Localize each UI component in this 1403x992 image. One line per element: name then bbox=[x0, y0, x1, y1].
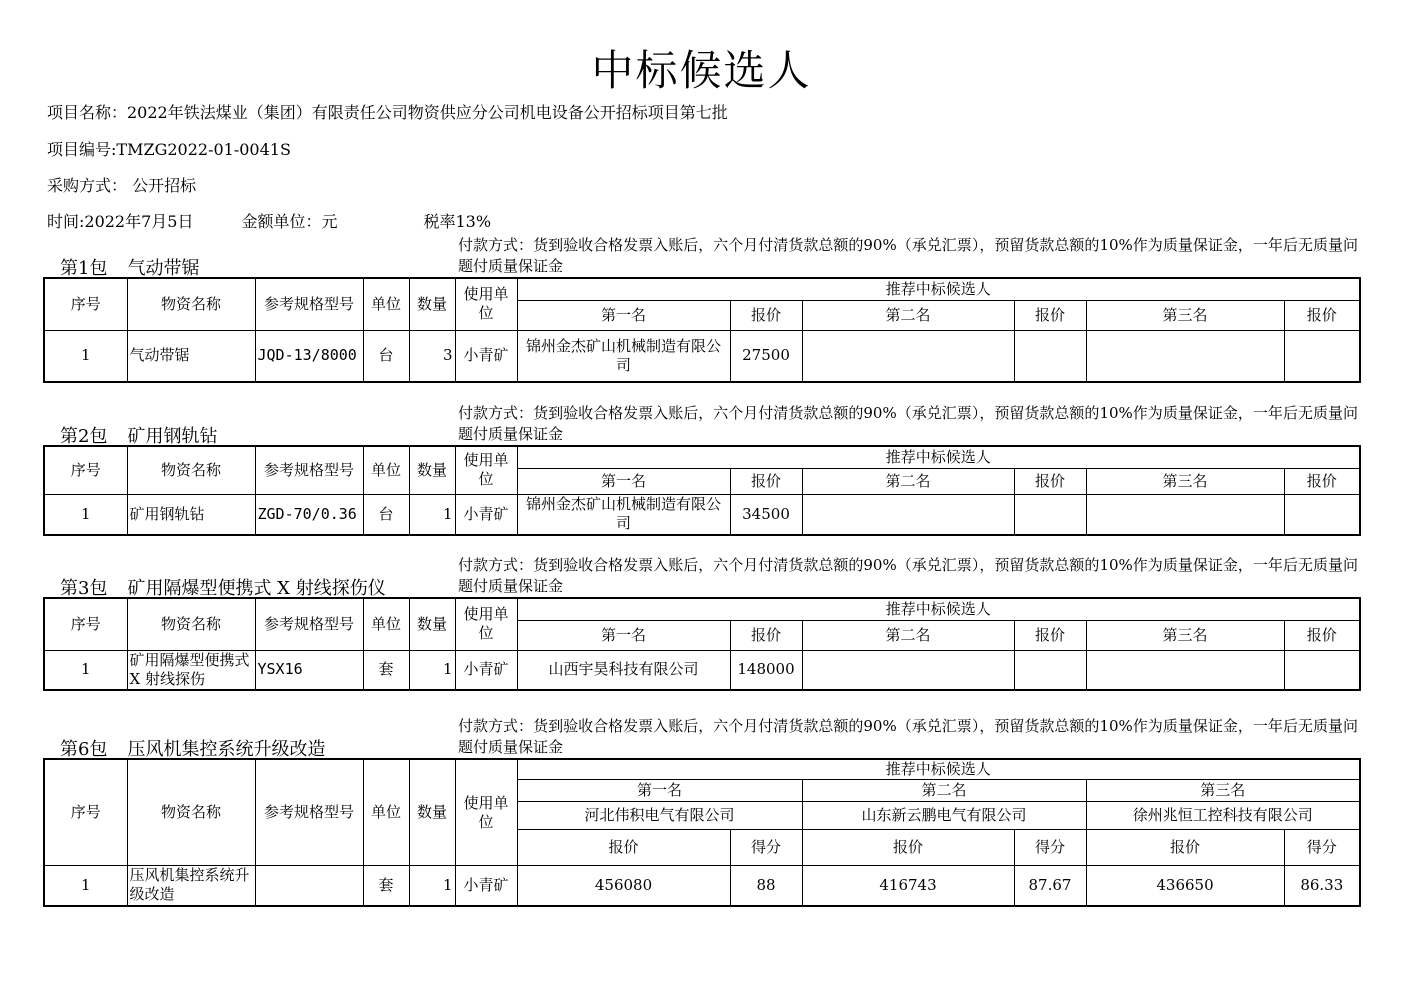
header-seq: 序号 bbox=[44, 598, 127, 650]
cell-price-3: 436650 bbox=[1086, 866, 1284, 906]
header-price: 报价 bbox=[1014, 468, 1086, 494]
cell-seq: 1 bbox=[44, 494, 127, 535]
header-unit: 单位 bbox=[363, 598, 409, 650]
header-first: 第一名 bbox=[517, 780, 802, 802]
header-price: 报价 bbox=[1014, 300, 1086, 330]
header-recommend: 推荐中标候选人 bbox=[517, 759, 1360, 780]
package-1-table bbox=[43, 277, 1361, 383]
procurement-method: 采购方式： 公开招标 bbox=[47, 176, 197, 195]
header-recommend: 推荐中标候选人 bbox=[517, 598, 1360, 620]
payment-terms: 付款方式：货到验收合格发票入账后，六个月付清货款总额的90%（承兑汇票），预留货款总额的10%作为质量保证金，一年后无质量问题付质量保证金 bbox=[458, 717, 1358, 756]
header-qty: 数量 bbox=[409, 278, 455, 330]
payment-terms: 付款方式：货到验收合格发票入账后，六个月付清货款总额的90%（承兑汇票），预留货款总额的10%作为质量保证金，一年后无质量问题付质量保证金 bbox=[458, 556, 1358, 595]
header-price: 报价 bbox=[802, 830, 1014, 866]
package-number: 第2包 bbox=[60, 426, 108, 447]
header-first: 第一名 bbox=[517, 468, 730, 494]
header-name: 物资名称 bbox=[127, 598, 255, 650]
package-3-table bbox=[43, 597, 1361, 691]
company-1: 河北伟积电气有限公司 bbox=[517, 802, 802, 830]
header-name: 物资名称 bbox=[127, 759, 255, 866]
table-row bbox=[44, 866, 1360, 906]
cell-unit: 台 bbox=[363, 494, 409, 535]
header-price: 报价 bbox=[517, 830, 730, 866]
cell-company-2 bbox=[802, 650, 1014, 690]
cell-price-3 bbox=[1284, 494, 1360, 535]
payment-terms: 付款方式：货到验收合格发票入账后，六个月付清货款总额的90%（承兑汇票），预留货款总额的10%作为质量保证金，一年后无质量问题付质量保证金 bbox=[458, 404, 1358, 443]
table-row bbox=[44, 650, 1360, 690]
header-seq: 序号 bbox=[44, 759, 127, 866]
cell-use: 小青矿 bbox=[455, 494, 517, 535]
cell-price-3 bbox=[1284, 330, 1360, 382]
cell-company-3 bbox=[1086, 330, 1284, 382]
tax-rate: 税率13% bbox=[423, 212, 492, 231]
header-use: 使用单位 bbox=[455, 598, 517, 650]
cell-unit: 套 bbox=[363, 650, 409, 690]
cell-use: 小青矿 bbox=[455, 330, 517, 382]
header-name: 物资名称 bbox=[127, 278, 255, 330]
header-third: 第三名 bbox=[1086, 620, 1284, 650]
cell-spec: JQD-13/8000 bbox=[255, 330, 363, 382]
cell-name: 矿用钢轨钻 bbox=[127, 494, 255, 535]
project-name: 项目名称：2022年铁法煤业（集团）有限责任公司物资供应分公司机电设备公开招标项目第七批 bbox=[47, 103, 728, 122]
project-number: 项目编号:TMZG2022-01-0041S bbox=[47, 140, 291, 159]
header-first: 第一名 bbox=[517, 300, 730, 330]
cell-spec: YSX16 bbox=[255, 650, 363, 690]
cell-company-3 bbox=[1086, 650, 1284, 690]
table-row bbox=[44, 330, 1360, 382]
header-recommend: 推荐中标候选人 bbox=[517, 446, 1360, 468]
header-price: 报价 bbox=[1284, 620, 1360, 650]
cell-spec bbox=[255, 866, 363, 906]
header-second: 第二名 bbox=[802, 468, 1014, 494]
header-price: 报价 bbox=[1014, 620, 1086, 650]
header-unit: 单位 bbox=[363, 278, 409, 330]
cell-company-2 bbox=[802, 330, 1014, 382]
header-recommend: 推荐中标候选人 bbox=[517, 278, 1360, 300]
package-number: 第3包 bbox=[60, 578, 108, 599]
cell-price-2 bbox=[1014, 650, 1086, 690]
cell-qty: 1 bbox=[409, 494, 455, 535]
cell-name: 矿用隔爆型便携式 X 射线探伤 bbox=[127, 650, 255, 690]
header-use: 使用单位 bbox=[455, 278, 517, 330]
cell-company-3 bbox=[1086, 494, 1284, 535]
header-spec: 参考规格型号 bbox=[255, 598, 363, 650]
cell-use: 小青矿 bbox=[455, 866, 517, 906]
company-3: 徐州兆恒工控科技有限公司 bbox=[1086, 802, 1360, 830]
cell-name: 压风机集控系统升级改造 bbox=[127, 866, 255, 906]
header-second: 第二名 bbox=[802, 620, 1014, 650]
cell-price-1: 456080 bbox=[517, 866, 730, 906]
header-score: 得分 bbox=[730, 830, 802, 866]
cell-seq: 1 bbox=[44, 650, 127, 690]
cell-company-2 bbox=[802, 494, 1014, 535]
header-price: 报价 bbox=[1086, 830, 1284, 866]
header-spec: 参考规格型号 bbox=[255, 759, 363, 866]
payment-terms: 付款方式：货到验收合格发票入账后，六个月付清货款总额的90%（承兑汇票），预留货款总额的10%作为质量保证金，一年后无质量问题付质量保证金 bbox=[458, 236, 1358, 275]
cell-unit: 套 bbox=[363, 866, 409, 906]
cell-price-2 bbox=[1014, 330, 1086, 382]
package-6-table bbox=[43, 758, 1361, 907]
cell-price-3 bbox=[1284, 650, 1360, 690]
company-2: 山东新云鹏电气有限公司 bbox=[802, 802, 1086, 830]
cell-score-2: 87.67 bbox=[1014, 866, 1086, 906]
header-price: 报价 bbox=[730, 300, 802, 330]
header-price: 报价 bbox=[1284, 300, 1360, 330]
package-title: 压风机集控系统升级改造 bbox=[127, 739, 326, 760]
header-third: 第三名 bbox=[1086, 300, 1284, 330]
cell-company-1: 山西宇昊科技有限公司 bbox=[517, 650, 730, 690]
cell-price-2 bbox=[1014, 494, 1086, 535]
cell-seq: 1 bbox=[44, 330, 127, 382]
header-score: 得分 bbox=[1284, 830, 1360, 866]
header-first: 第一名 bbox=[517, 620, 730, 650]
header-spec: 参考规格型号 bbox=[255, 278, 363, 330]
table-row bbox=[44, 494, 1360, 535]
cell-score-1: 88 bbox=[730, 866, 802, 906]
cell-seq: 1 bbox=[44, 866, 127, 906]
header-unit: 单位 bbox=[363, 759, 409, 866]
header-qty: 数量 bbox=[409, 598, 455, 650]
cell-company-1: 锦州金杰矿山机械制造有限公司 bbox=[517, 494, 730, 535]
cell-score-3: 86.33 bbox=[1284, 866, 1360, 906]
cell-spec: ZGD-70/0.36 bbox=[255, 494, 363, 535]
cell-price-1: 27500 bbox=[730, 330, 802, 382]
header-use: 使用单位 bbox=[455, 446, 517, 494]
header-qty: 数量 bbox=[409, 446, 455, 494]
header-third: 第三名 bbox=[1086, 780, 1360, 802]
header-use: 使用单位 bbox=[455, 759, 517, 866]
cell-price-1: 34500 bbox=[730, 494, 802, 535]
package-2-table bbox=[43, 445, 1361, 536]
header-qty: 数量 bbox=[409, 759, 455, 866]
header-spec: 参考规格型号 bbox=[255, 446, 363, 494]
cell-name: 气动带锯 bbox=[127, 330, 255, 382]
package-title: 矿用钢轨钻 bbox=[127, 426, 218, 447]
tender-date: 时间:2022年7月5日 bbox=[47, 212, 194, 231]
package-title: 气动带锯 bbox=[127, 258, 200, 279]
amount-unit: 金额单位：元 bbox=[241, 212, 338, 231]
cell-qty: 1 bbox=[409, 650, 455, 690]
header-second: 第二名 bbox=[802, 300, 1014, 330]
cell-unit: 台 bbox=[363, 330, 409, 382]
cell-qty: 1 bbox=[409, 866, 455, 906]
package-title: 矿用隔爆型便携式 X 射线探伤仪 bbox=[127, 578, 386, 599]
header-price: 报价 bbox=[1284, 468, 1360, 494]
cell-price-1: 148000 bbox=[730, 650, 802, 690]
cell-qty: 3 bbox=[409, 330, 455, 382]
header-price: 报价 bbox=[730, 468, 802, 494]
package-number: 第1包 bbox=[60, 258, 108, 279]
header-price: 报价 bbox=[730, 620, 802, 650]
header-score: 得分 bbox=[1014, 830, 1086, 866]
header-unit: 单位 bbox=[363, 446, 409, 494]
cell-price-2: 416743 bbox=[802, 866, 1014, 906]
header-third: 第三名 bbox=[1086, 468, 1284, 494]
package-number: 第6包 bbox=[60, 739, 108, 760]
header-second: 第二名 bbox=[802, 780, 1086, 802]
header-name: 物资名称 bbox=[127, 446, 255, 494]
page-title: 中标候选人 bbox=[591, 46, 812, 95]
meta-line bbox=[47, 209, 491, 232]
header-seq: 序号 bbox=[44, 446, 127, 494]
cell-company-1: 锦州金杰矿山机械制造有限公司 bbox=[517, 330, 730, 382]
header-seq: 序号 bbox=[44, 278, 127, 330]
cell-use: 小青矿 bbox=[455, 650, 517, 690]
